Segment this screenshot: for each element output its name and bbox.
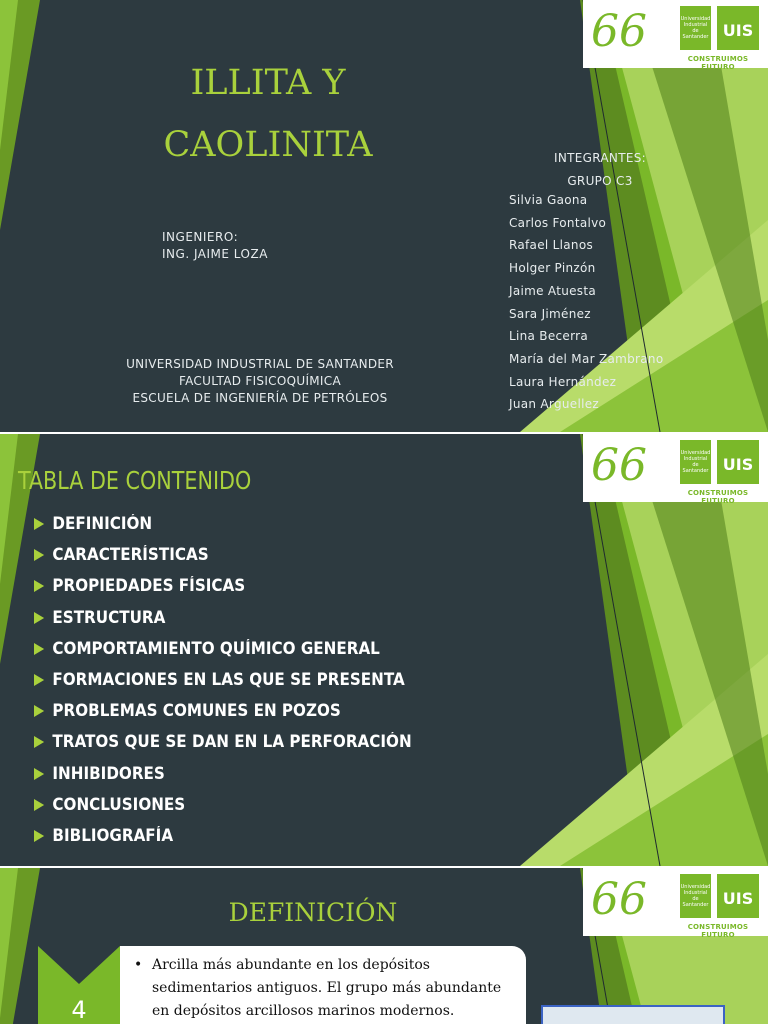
svg-text:UIS: UIS	[722, 21, 754, 40]
svg-text:66: 66	[591, 874, 647, 922]
toc-item-label: TRATOS QUE SE DAN EN LA PERFORACIÓN	[52, 732, 412, 752]
logo-motto: CONSTRUIMOS FUTURO	[687, 489, 749, 505]
toc-item	[34, 508, 412, 539]
bullet-arrow-icon	[34, 518, 44, 530]
toc-item-label: FORMACIONES EN LAS QUE SE PRESENTA	[52, 669, 405, 689]
svg-text:66: 66	[591, 440, 647, 488]
svg-text:UIS: UIS	[722, 889, 754, 908]
toc-item-label: CONCLUSIONES	[52, 794, 186, 814]
member-name: Holger Pinzón	[509, 261, 596, 276]
slide-table-of-contents	[0, 434, 768, 866]
sixty-six-logo-icon	[587, 438, 673, 488]
bullet-arrow-icon	[34, 736, 44, 748]
engineer-block	[162, 229, 268, 263]
presentation-title	[150, 52, 386, 176]
svg-text:UIS: UIS	[722, 455, 754, 474]
member-name: Lina Becerra	[509, 329, 588, 344]
engineer-label: INGENIERO:	[162, 230, 239, 244]
slide-number-badge	[38, 946, 120, 1024]
university-name: UNIVERSIDAD INDUSTRIAL DE SANTANDER	[126, 357, 394, 371]
slide-definition	[0, 868, 768, 1024]
logo-uis-66	[583, 868, 768, 939]
bullet-arrow-icon	[34, 705, 44, 717]
toc-item-label: COMPORTAMIENTO QUÍMICO GENERAL	[52, 638, 380, 658]
definition-text: • Arcilla más abundante en los depósitos sedimentarios antiguos. El grupo más abundante en depósitos arcillosos marinos modernos.	[134, 954, 516, 1023]
definition-box	[120, 946, 526, 1024]
bullet-arrow-icon	[34, 830, 44, 842]
university-name-box: Universidad Industrial de Santander	[680, 440, 711, 484]
toc-title: TABLA DE CONTENIDO	[18, 466, 252, 495]
member-name: María del Mar Zambrano	[509, 351, 664, 366]
toc-item	[34, 664, 412, 695]
school-name: ESCUELA DE INGENIERÍA DE PETRÓLEOS	[132, 391, 388, 405]
member-name: Jaime Atuesta	[509, 283, 597, 298]
toc-item	[34, 570, 412, 601]
faculty-name: FACULTAD FISICOQUÍMICA	[179, 374, 341, 388]
toc-item	[34, 633, 412, 664]
sixty-six-logo-icon	[587, 872, 673, 922]
member-name: Silvia Gaona	[509, 193, 588, 207]
definition-title: DEFINICIÓN	[228, 898, 398, 927]
member-name: Rafael Llanos	[509, 238, 594, 253]
logo-motto: CONSTRUIMOS FUTURO	[687, 923, 749, 939]
institution-block	[110, 356, 410, 407]
bullet-arrow-icon	[34, 643, 44, 655]
logo-uis-66	[583, 0, 768, 71]
university-name-box: Universidad Industrial de Santander	[680, 6, 711, 50]
title-line-2: CAOLINITA	[163, 125, 373, 165]
member-name: Carlos Fontalvo	[509, 215, 607, 230]
engineer-name: ING. JAIME LOZA	[162, 247, 268, 261]
toc-item	[34, 695, 412, 726]
members-list	[509, 189, 663, 416]
bullet-arrow-icon	[34, 768, 44, 780]
member-name: Laura Hernández	[509, 374, 617, 389]
uis-emblem-icon	[717, 6, 759, 50]
toc-item	[34, 789, 412, 820]
toc-item	[34, 602, 412, 633]
members-heading	[540, 147, 660, 193]
toc-item	[34, 539, 412, 570]
svg-text:66: 66	[591, 6, 647, 54]
chevron-notch-icon	[38, 946, 120, 988]
toc-item-label: PROBLEMAS COMUNES EN POZOS	[52, 701, 341, 721]
toc-item-label: CARACTERÍSTICAS	[52, 545, 209, 565]
group-label: GRUPO C3	[567, 174, 633, 188]
logo-motto: CONSTRUIMOS FUTURO	[687, 55, 749, 71]
uis-emblem-icon	[717, 440, 759, 484]
bullet-arrow-icon	[34, 549, 44, 561]
logo-uis-66	[583, 434, 768, 505]
toc-item-label: PROPIEDADES FÍSICAS	[52, 576, 246, 596]
bullet-arrow-icon	[34, 612, 44, 624]
member-name: Juan Arguellez	[509, 397, 600, 412]
toc-item-label: ESTRUCTURA	[52, 607, 166, 627]
toc-item-label: INHIBIDORES	[52, 763, 165, 783]
member-name: Sara Jiménez	[509, 306, 591, 321]
sixty-six-logo-icon	[587, 4, 673, 54]
toc-item-label: BIBLIOGRAFÍA	[52, 825, 174, 845]
uis-emblem-icon	[717, 874, 759, 918]
toc-item-label: DEFINICIÓN	[52, 514, 153, 533]
toc-list	[34, 508, 445, 851]
title-line-1: ILLITA Y	[190, 63, 346, 103]
mineral-photo	[541, 1005, 725, 1024]
toc-item	[34, 758, 412, 789]
toc-item	[34, 726, 412, 757]
bullet-arrow-icon	[34, 799, 44, 811]
university-name-box: Universidad Industrial de Santander	[680, 874, 711, 918]
bullet-arrow-icon	[34, 674, 44, 686]
members-label: INTEGRANTES:	[554, 151, 646, 165]
slide-title	[0, 0, 768, 432]
toc-item	[34, 820, 412, 851]
bullet-arrow-icon	[34, 580, 44, 592]
slide-number: 4	[71, 996, 87, 1024]
